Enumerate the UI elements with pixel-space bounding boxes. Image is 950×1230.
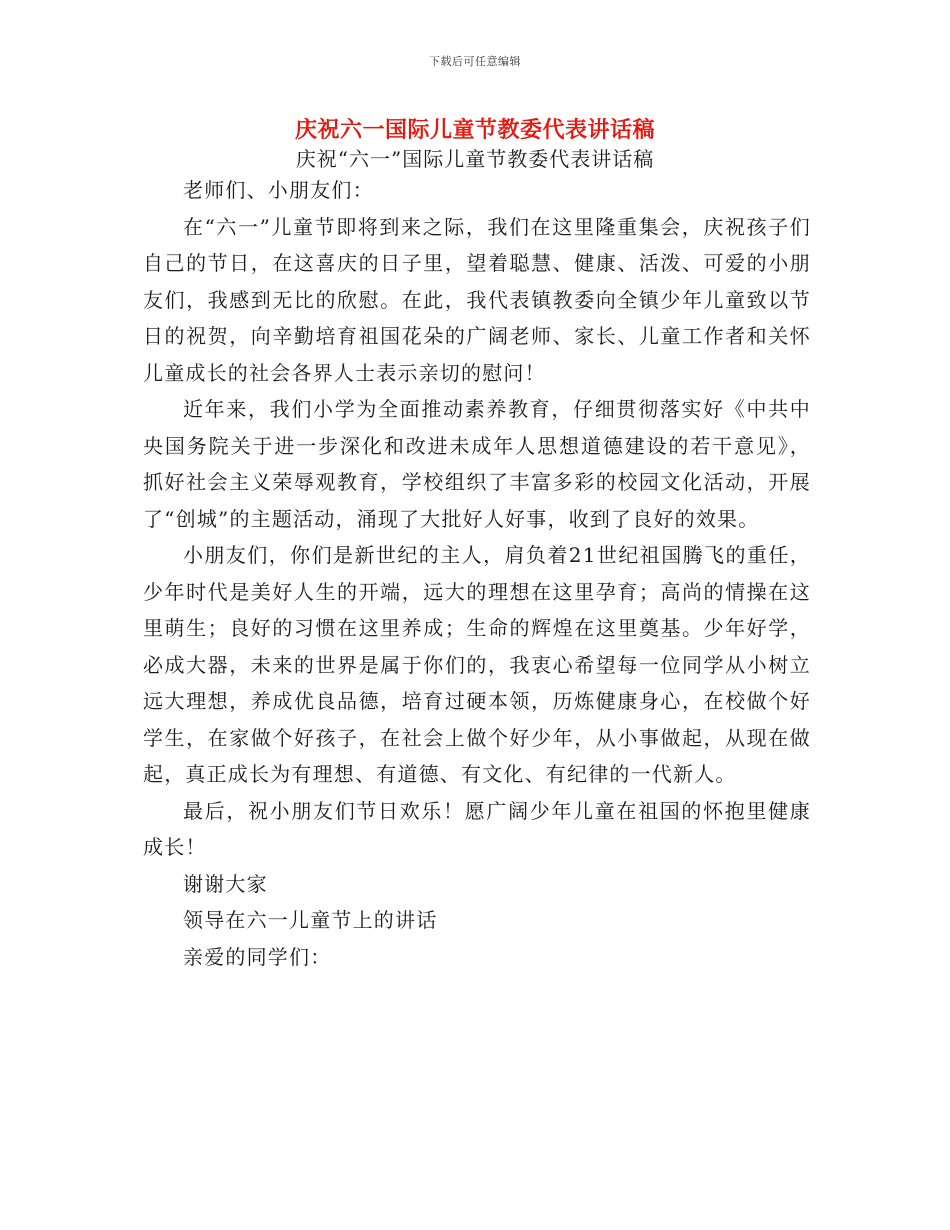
header-note: 下载后可任意编辑 [429, 55, 521, 68]
section-heading: 领导在六一儿童节上的讲话 [183, 908, 438, 932]
paragraph: 小朋友们，你们是新世纪的主人，肩负着21世纪祖国腾飞的重任，少年时代是美好人生的开端，远大的理想在这里孕育；高尚的情操在这里萌生；良好的习惯在这里养成；生命的辉煌在这里奠基。少年好学，必成大器，未来的世界是属于你们的，我衷心希望每一位同学从小树立远大理想，养成优良品德，培育过硬本领，历炼健康身心，在校做个好学生，在家做个好孩子，在社会上做个好少年，从小事做起，从现在做起，真正成长为有理想、有道德、有文化、有纪律的一代新人。 [143, 543, 811, 786]
paragraph: 在“六一”儿童节即将到来之际，我们在这里隆重集会，庆祝孩子们自己的节日，在这喜庆的日子里，望着聪慧、健康、活泼、可爱的小朋友们，我感到无比的欣慰。在此，我代表镇教委向全镇少年儿童致以节日的祝贺，向辛勤培育祖国花朵的广阔老师、家长、儿童工作者和关怀儿童成长的社会各界人士表示亲切的慰问！ [143, 214, 811, 385]
salutation: 亲爱的同学们： [183, 944, 332, 969]
document-subtitle: 庆祝“六一”国际儿童节教委代表讲话稿 [295, 147, 655, 171]
paragraph: 最后，祝小朋友们节日欢乐！愿广阔少年儿童在祖国的怀抱里健康成长！ [143, 798, 811, 859]
document-body [143, 172, 811, 975]
paragraph: 近年来，我们小学为全面推动素养教育，仔细贯彻落实好《中共中央国务院关于进一步深化和改进未成年人思想道德建设的若干意见》，抓好社会主义荣辱观教育，学校组织了丰富多彩的校园文化活动，开展了“创城”的主题活动，涌现了大批好人好事，收到了良好的效果。 [143, 397, 811, 531]
salutation: 老师们、小朋友们： [183, 178, 374, 202]
closing-thanks: 谢谢大家 [183, 871, 268, 896]
document-title: 庆祝六一国际儿童节教委代表讲话稿 [294, 117, 655, 143]
